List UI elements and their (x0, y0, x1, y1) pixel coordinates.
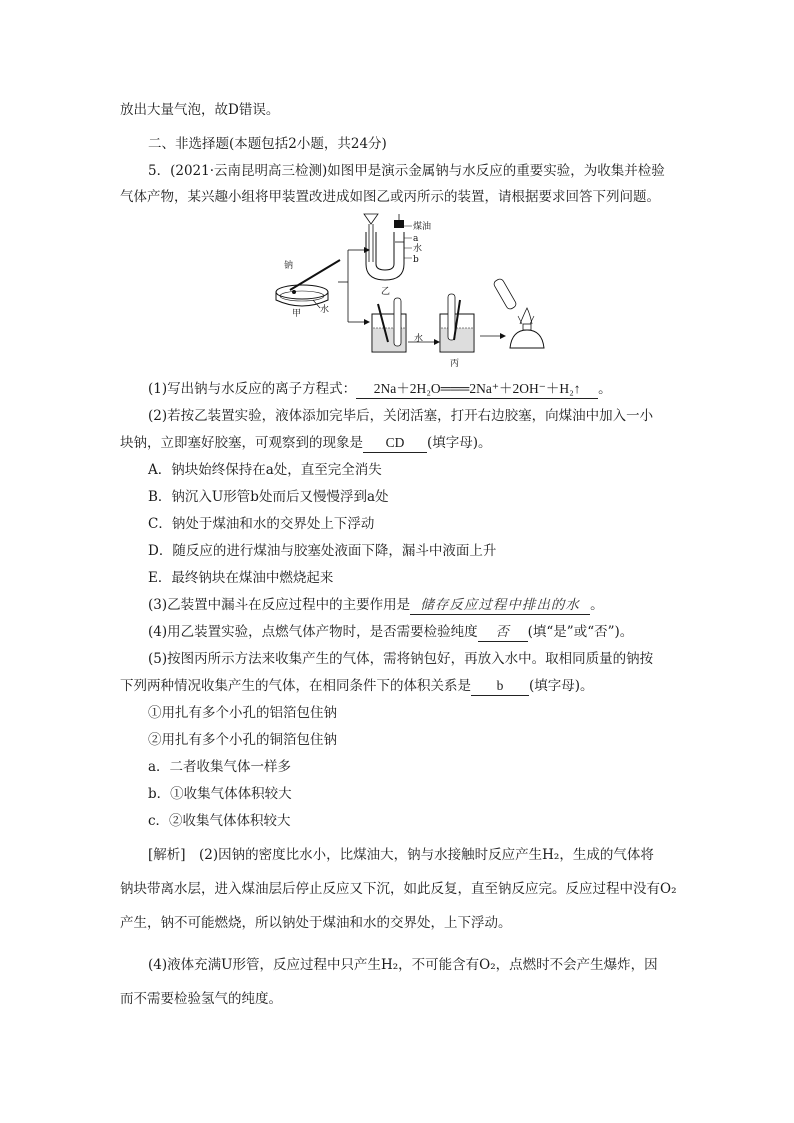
label-na: 钠 (284, 261, 294, 271)
label-water-bing: 水 (414, 334, 424, 344)
q5-item-2: ②用扎有多个小孔的铜箔包住钠 (148, 732, 337, 748)
q4-prompt: (4)用乙装置实验，点燃气体产物时，是否需要检验纯度 (148, 624, 478, 640)
question-2-line1: (2)若按乙装置实验，液体添加完毕后，关闭活塞，打开右边胶塞，向煤油中加入一小 (148, 408, 654, 424)
q5-option-c: c．②收集气体体积较大 (148, 813, 291, 829)
q2-option-c: C．钠处于煤油和水的交界处上下浮动 (148, 516, 375, 532)
q2-option-e: E．最终钠块在煤油中燃烧起来 (148, 570, 334, 586)
analysis-line2: 钠块带离水层，进入煤油层后停止反应又下沉，如此反复，直至钠反应完。反应过程中没有O₂ (120, 881, 677, 897)
q5-option-a: a．二者收集气体一样多 (148, 759, 292, 775)
q1-end: 。 (598, 381, 612, 397)
apparatus-jia (276, 259, 340, 319)
section-heading: 二、非选择题(本题包括2小题，共24分) (148, 136, 387, 152)
label-a: a (413, 234, 419, 244)
q3-end: 。 (590, 597, 604, 613)
question-5-stem-cont: 气体产物，某兴趣小组将甲装置改进成如图乙或丙所示的装置，请根据要求回答下列问题。 (120, 189, 660, 205)
label-yi: 乙 (381, 287, 391, 297)
q3-answer: 储存反应过程中排出的水 (410, 596, 590, 615)
q5-answer: b (471, 677, 529, 696)
apparatus-figure (268, 212, 558, 374)
question-3 (148, 596, 604, 615)
q5-option-b: b．①收集气体体积较大 (148, 786, 292, 802)
apparatus-bing (372, 294, 506, 369)
question-5-line2 (120, 677, 594, 696)
q2-prompt: 块钠，立即塞好胶塞，可观察到的现象是 (120, 435, 363, 451)
label-bing: 丙 (450, 359, 460, 369)
text-line: 放出大量气泡，故D错误。 (120, 102, 280, 118)
q5-item-1: ①用扎有多个小孔的铝箔包住钠 (148, 705, 337, 721)
label-b: b (413, 255, 419, 265)
q5-prompt: 下列两种情况收集产生的气体，在相同条件下的体积关系是 (120, 678, 471, 694)
question-5-line1: (5)按图丙所示方法来收集产生的气体，需将钠包好，再放入水中。取相同质量的钠按 (148, 651, 654, 667)
q2-option-b: B．钠沉入U形管b处而后又慢慢浮到a处 (148, 489, 389, 505)
label-kerosene: 煤油 (413, 222, 432, 232)
q2-post: (填字母)。 (427, 435, 492, 451)
analysis-line3: 产生，钠不可能燃烧，所以钠处于煤油和水的交界处，上下浮动。 (120, 915, 512, 931)
question-4 (148, 623, 633, 642)
q3-prompt: (3)乙装置中漏斗在反应过程中的主要作用是 (148, 597, 411, 613)
label-jia: 甲 (292, 309, 302, 319)
q4-answer: 否 (478, 623, 528, 642)
analysis-line4: (4)液体充满U形管，反应过程中只产生H₂，不可能含有O₂，点燃时不会产生爆炸，因 (148, 957, 658, 973)
label-water-yi: 水 (413, 244, 423, 254)
q2-option-a: A．钠块始终保持在a处，直至完全消失 (148, 462, 382, 478)
q1-prompt: (1)写出钠与水反应的离子方程式： (148, 381, 357, 397)
apparatus-yi (364, 214, 431, 297)
branch-arrows (338, 247, 370, 325)
q5-post: (填字母)。 (529, 678, 594, 694)
analysis-line1: [解析] (2)因钠的密度比水小，比煤油大，钠与水接触时反应产生H₂，生成的气体将 (148, 847, 654, 863)
question-1 (148, 380, 612, 399)
q1-answer: 2Na＋2H₂O═══2Na⁺＋2OH⁻＋H₂↑ (356, 380, 598, 399)
q2-answer: CD (363, 434, 427, 453)
label-water-jia: 水 (320, 305, 330, 315)
q2-option-d: D．随反应的进行煤油与胶塞处液面下降，漏斗中液面上升 (148, 543, 497, 559)
question-2-line2 (120, 434, 492, 453)
q4-end: (填“是”或“否”)。 (527, 624, 634, 640)
question-5-stem: 5．(2021·云南昆明高三检测)如图甲是演示金属钠与水反应的重要实验，为收集并检验 (148, 163, 665, 179)
analysis-line5: 而不需要检验氢气的纯度。 (120, 991, 282, 1007)
